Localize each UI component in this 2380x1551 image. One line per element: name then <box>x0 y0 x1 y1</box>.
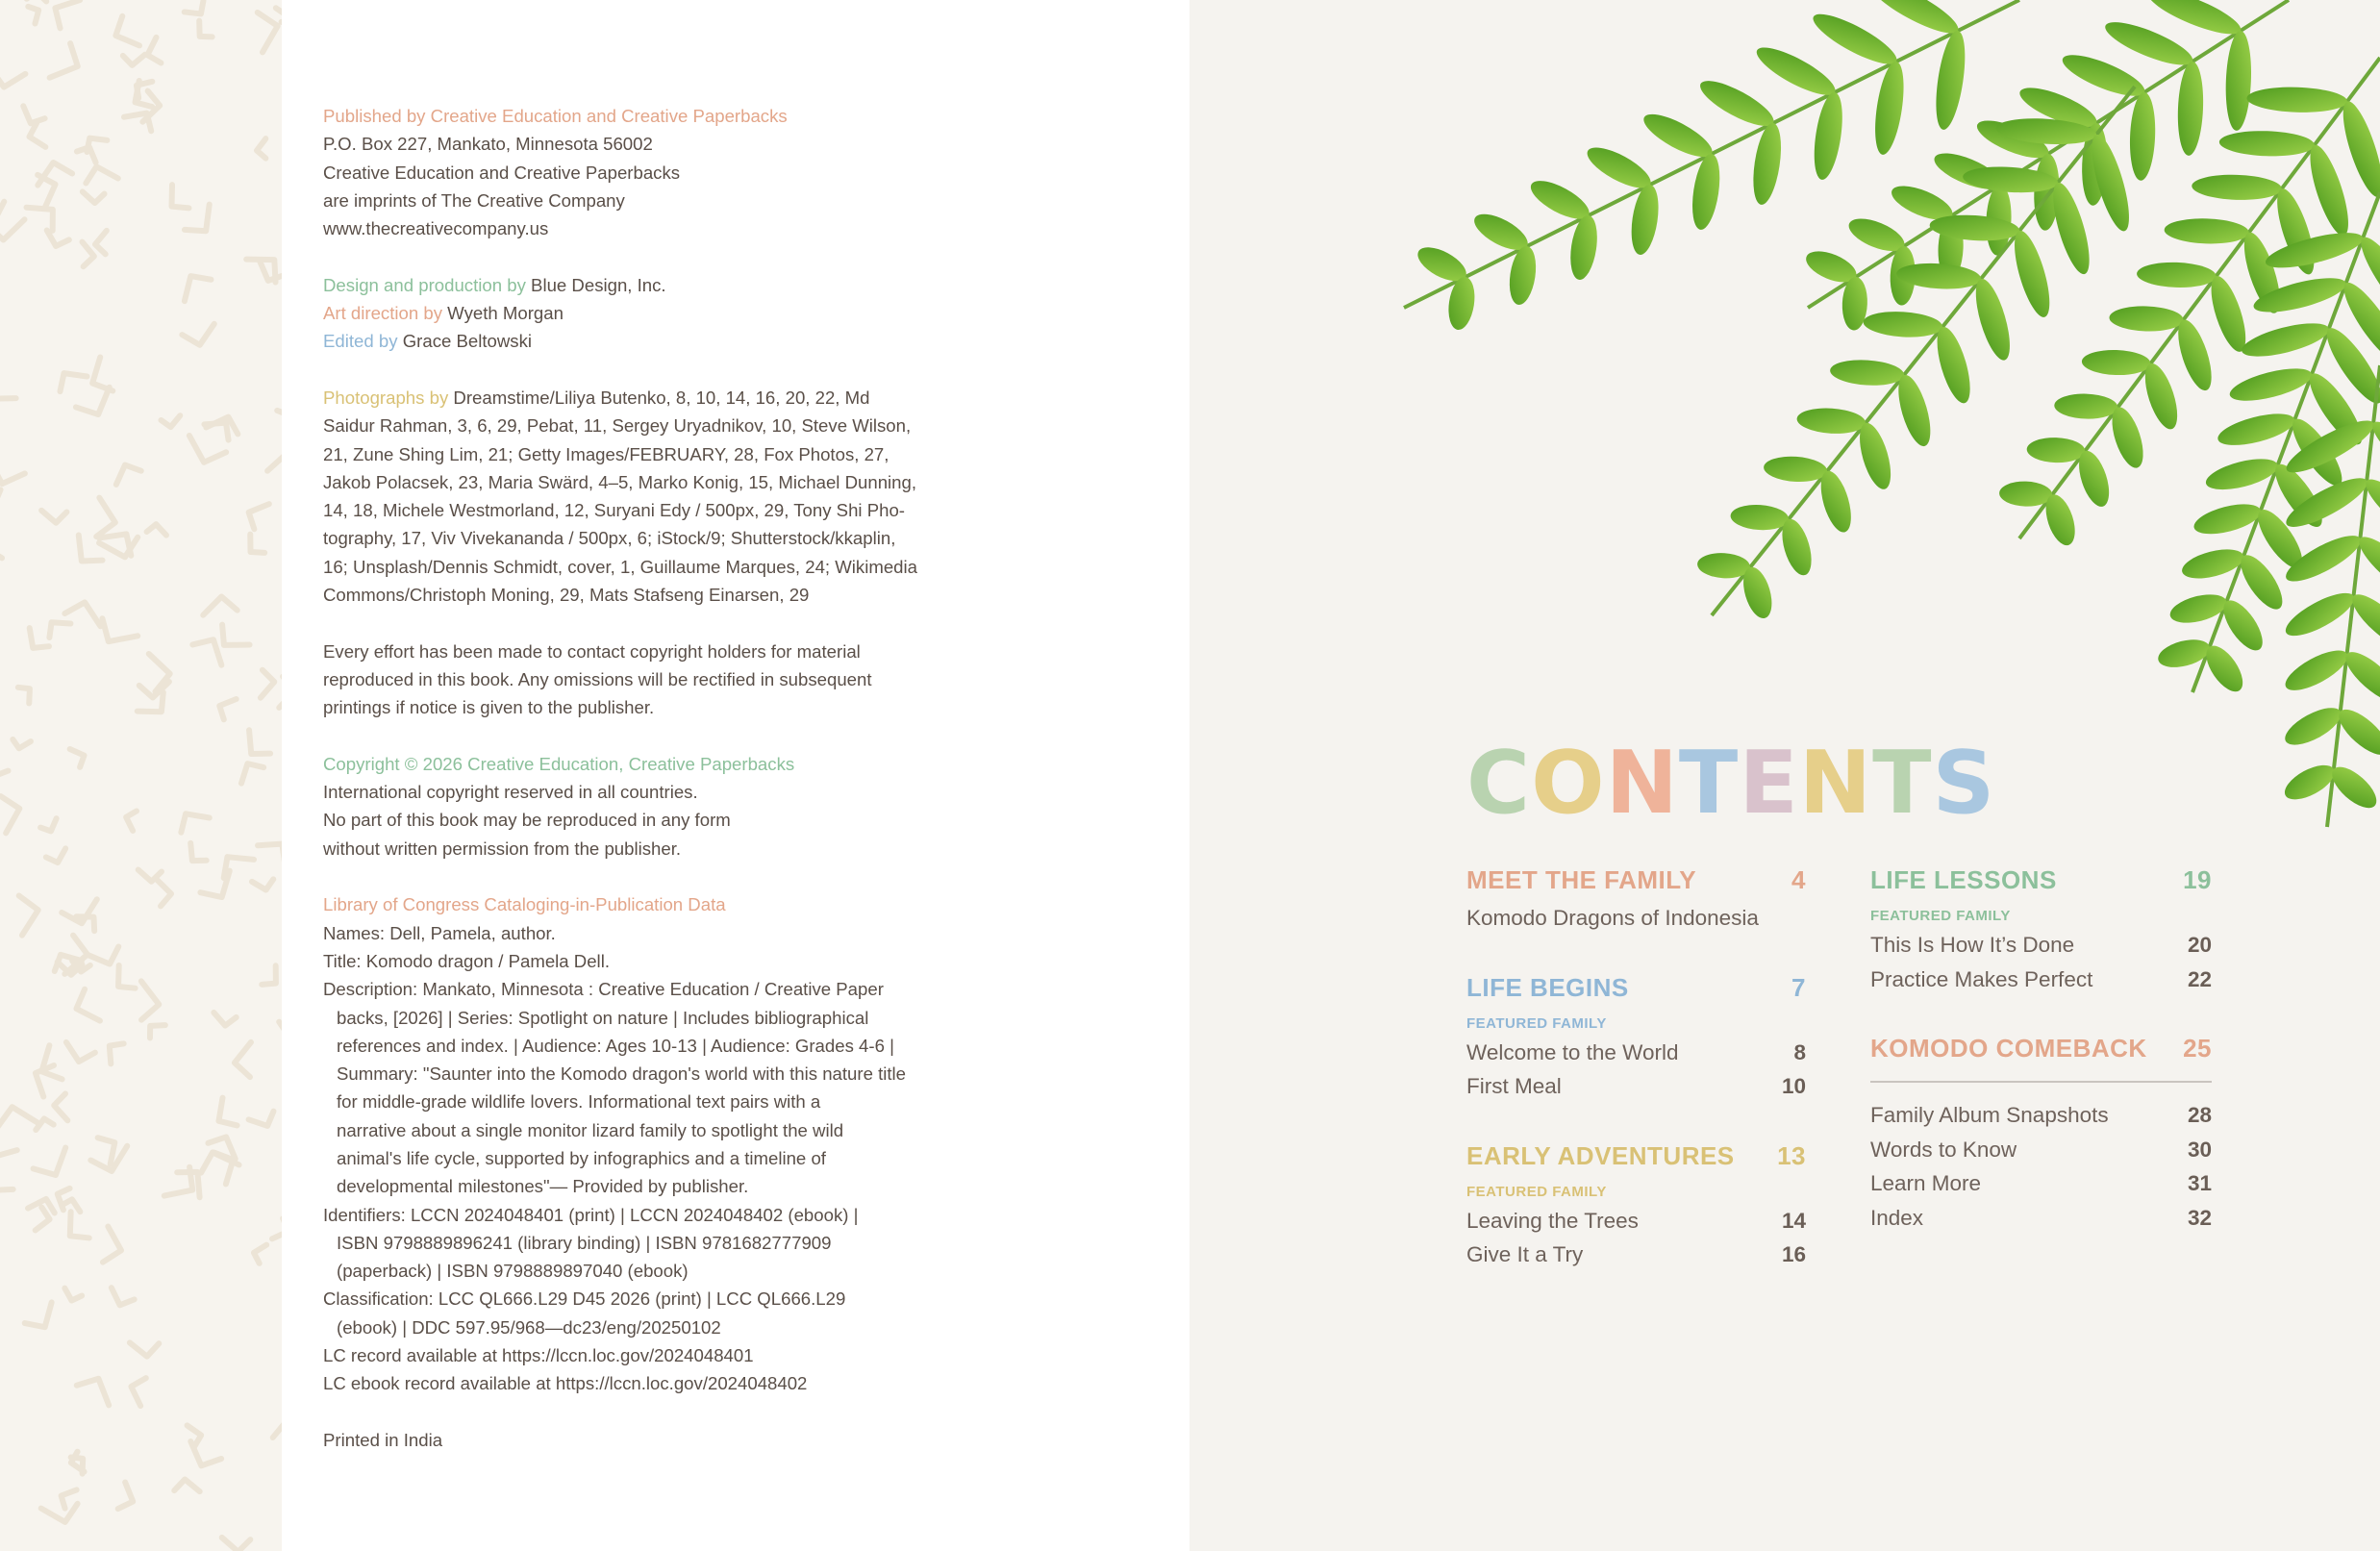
fern-leaflet <box>2192 173 2282 201</box>
fern-leaflet <box>2081 349 2150 376</box>
entry-page: 22 <box>2187 966 2212 991</box>
squiggle-mark <box>64 1288 82 1301</box>
featured-family-label: FEATURED FAMILY <box>1466 1183 1607 1200</box>
entry-label: Give It a Try <box>1466 1242 1584 1266</box>
cip-line: animal's life cycle, supported by infographics and a timeline of <box>337 1147 826 1168</box>
entry-page: 28 <box>2187 1103 2212 1127</box>
editor-credit <box>323 327 939 355</box>
entry-label: First Meal <box>1466 1074 1562 1098</box>
cip-line: (ebook) | DDC 597.95/968—dc23/eng/20250102 <box>337 1316 721 1338</box>
squiggle-mark <box>29 123 45 147</box>
fern-leaflet <box>2128 91 2157 181</box>
squiggle-mark <box>30 628 49 648</box>
squiggle-mark <box>190 843 207 861</box>
squiggle-mark <box>83 191 105 203</box>
entry-label: Leaving the Trees <box>1466 1208 1639 1233</box>
squiggle-mark <box>0 1139 17 1157</box>
entry-label: Welcome to the World <box>1466 1039 1679 1064</box>
squiggle-mark <box>112 1288 135 1305</box>
toc-entry[interactable] <box>1870 1133 2212 1167</box>
featured-family-label: FEATURED FAMILY <box>1466 1014 1607 1032</box>
fern-leaflet <box>2058 47 2149 104</box>
squiggle-mark <box>258 844 282 863</box>
photo-credit-line: Commons/Christoph Moning, 29, Mats Stafseng Einarsen, 29 <box>323 585 810 606</box>
entry-page: 31 <box>2187 1171 2212 1195</box>
squiggle-mark <box>13 739 31 748</box>
squiggle-mark <box>70 1212 89 1238</box>
squiggle-mark <box>222 625 249 645</box>
entry-page: 32 <box>2187 1205 2212 1230</box>
art-value: Wyeth Morgan <box>442 303 564 324</box>
photo-credit-line: 14, 18, Michele Westmorland, 12, Suryani Edy / 500px, 29, Tony Shi Pho- <box>323 500 905 521</box>
squiggle-mark <box>126 811 137 830</box>
squiggle-mark <box>86 166 117 183</box>
fern-leaflet <box>1969 275 2017 363</box>
squiggle-mark <box>147 38 161 63</box>
squiggle-mark <box>76 989 99 1021</box>
cip-line: Summary: "Saunter into the Komodo dragon's world with this nature title <box>337 1063 907 1085</box>
fern-leaflet <box>2164 217 2249 245</box>
photos-line: Dreamstime/Liliya Butenko, 8, 10, 14, 16, 20, 22, Md <box>448 387 870 408</box>
toc-entry[interactable] <box>1870 963 2212 997</box>
toc-section-life-lessons[interactable] <box>1870 859 2212 901</box>
cip-line: (paperback) | ISBN 9798889897040 (ebook) <box>337 1261 689 1282</box>
contents-letter: O <box>1531 733 1606 834</box>
toc-section-life-begins[interactable] <box>1466 966 1806 1009</box>
fern-leaflet <box>1796 406 1866 436</box>
fern-leaflet <box>2224 30 2253 131</box>
section-page: 7 <box>1791 972 1806 1002</box>
squiggle-mark <box>95 231 107 254</box>
cip-data-block <box>323 919 939 1398</box>
rights-line: No part of this book may be reproduced in any form <box>323 810 731 831</box>
squiggle-mark <box>172 185 189 208</box>
cip-line: LC ebook record available at https://lccn.loc.gov/2024048402 <box>323 1373 808 1394</box>
squiggle-mark <box>25 1302 52 1327</box>
copyright-text-block <box>323 102 939 1454</box>
photos-label: Photographs by <box>323 387 449 408</box>
squiggle-mark <box>147 524 166 535</box>
entry-label: This Is How It’s Done <box>1870 933 2075 957</box>
squiggle-mark <box>267 454 282 470</box>
squiggle-mark <box>258 13 278 52</box>
entry-page: 10 <box>1781 1074 1806 1098</box>
section-title: KOMODO COMEBACK <box>1870 1034 2147 1063</box>
squiggle-mark <box>199 21 212 38</box>
squiggle-mark <box>254 1245 266 1263</box>
squiggle-mark <box>219 699 236 719</box>
cip-line: references and index. | Audience: Ages 10-13 | Audience: Grades 4-6 | <box>337 1035 894 1056</box>
squiggle-mark <box>0 381 16 399</box>
fern-leaflet <box>1829 358 1905 388</box>
design-value: Blue Design, Inc. <box>525 274 666 295</box>
squiggle-mark <box>27 0 46 1</box>
section-title: LIFE BEGINS <box>1466 972 1629 1002</box>
contents-letter: C <box>1466 733 1532 834</box>
squiggle-mark <box>218 1098 237 1126</box>
contents-letter: N <box>1798 733 1873 834</box>
art-label: Art direction by <box>323 303 443 324</box>
toc-entry[interactable] <box>1870 928 2212 963</box>
rights-line: International copyright reserved in all countries. <box>323 782 698 803</box>
squiggle-mark <box>0 489 1 515</box>
squiggle-mark <box>50 43 78 78</box>
cip-line: narrative about a single monitor lizard family to spotlight the wild <box>337 1119 844 1140</box>
squiggle-mark <box>54 1093 67 1120</box>
photo-credit-line <box>323 384 939 412</box>
contents-letter: S <box>1932 733 1996 834</box>
photo-credit-line: Jakob Polacsek, 23, Maria Swärd, 4–5, Marko Konig, 15, Michael Dunning, <box>323 471 917 492</box>
squiggle-mark <box>190 1441 221 1465</box>
cip-line: Classification: LCC QL666.L29 D45 2026 (print) | LCC QL666.L29 <box>323 1288 846 1310</box>
publisher-address: P.O. Box 227, Mankato, Minnesota 56002 <box>323 134 653 155</box>
squiggle-mark <box>76 388 110 414</box>
squiggle-mark <box>0 547 2 561</box>
photo-credit-line: 16; Unsplash/Dennis Schmidt, cover, 1, Guillaume Marques, 24; Wikimedia <box>323 556 917 577</box>
edited-value: Grace Beltowski <box>397 331 533 352</box>
fern-leaflet <box>2218 130 2315 158</box>
toc-entry[interactable] <box>1466 901 1806 936</box>
squiggle-mark <box>203 596 237 614</box>
squiggle-mark <box>0 1176 13 1190</box>
toc-entry[interactable] <box>1466 1238 1806 1272</box>
rights-line: without written permission from the publisher. <box>323 838 682 859</box>
fern-leaflet <box>2176 61 2205 156</box>
squiggle-mark <box>174 1479 199 1491</box>
cip-line: Description: Mankato, Minnesota : Creative Education / Creative Paper <box>323 979 884 1000</box>
squiggle-mark <box>47 230 69 245</box>
squiggle-mark <box>41 1045 62 1079</box>
squiggle-mark <box>34 1148 66 1176</box>
squiggle-mark <box>252 879 273 889</box>
fern-leaflet <box>1751 39 1841 104</box>
toc-entry[interactable] <box>1870 1098 2212 1133</box>
squiggle-mark <box>40 818 57 831</box>
squiggle-mark <box>116 465 141 485</box>
squiggle-mark <box>213 1013 236 1026</box>
fern-leaflet <box>1931 29 1970 132</box>
squiggle-mark <box>66 1042 95 1062</box>
squiggle-mark <box>0 1107 38 1126</box>
cip-line: for middle-grade wildlife lovers. Informational text pairs with a <box>337 1091 821 1113</box>
squiggle-mark <box>141 981 159 1019</box>
toc-entry[interactable] <box>1870 1166 2212 1201</box>
toc-section-komodo-comeback[interactable] <box>1870 1027 2212 1069</box>
entry-page: 14 <box>1781 1208 1806 1233</box>
contents-letter: E <box>1739 733 1799 834</box>
squiggle-mark <box>18 688 30 704</box>
squiggle-mark <box>250 535 264 553</box>
squiggle-mark <box>49 622 70 638</box>
section-title: MEET THE FAMILY <box>1466 865 1697 894</box>
fern-leaflet <box>2008 227 2057 320</box>
effort-line: printings if notice is given to the publisher. <box>323 697 655 718</box>
cip-line: Names: Dell, Pamela, author. <box>323 922 556 943</box>
squiggle-mark <box>262 965 276 985</box>
squiggle-pattern <box>0 0 282 1551</box>
squiggle-mark <box>249 1112 274 1126</box>
design-label: Design and production by <box>323 274 526 295</box>
section-page: 13 <box>1777 1140 1806 1170</box>
cip-line: developmental milestones"— Provided by publisher. <box>337 1176 749 1197</box>
squiggle-mark <box>19 896 38 936</box>
squiggle-mark <box>41 1504 78 1522</box>
fern-leaflet <box>1863 310 1943 339</box>
squiggle-mark <box>235 1042 251 1077</box>
fern-leaflet <box>1808 6 1902 72</box>
entry-label: Index <box>1870 1205 1924 1230</box>
entry-label: Learn More <box>1870 1171 1982 1195</box>
entry-label: Family Album Snapshots <box>1870 1103 2109 1127</box>
decorative-pattern-strip <box>0 0 282 1551</box>
fern-leaflet <box>2336 97 2380 200</box>
squiggle-mark <box>118 965 136 988</box>
edited-label: Edited by <box>323 331 398 352</box>
toc-entry[interactable] <box>1466 1204 1806 1238</box>
fern-leaflet <box>1870 60 1909 157</box>
entry-page: 8 <box>1793 1039 1806 1064</box>
divider <box>1870 1081 2212 1083</box>
design-credit <box>323 271 939 299</box>
squiggle-mark <box>60 373 87 391</box>
squiggle-mark <box>103 1227 121 1263</box>
squiggle-mark <box>130 1342 159 1356</box>
entry-label: Practice Makes Perfect <box>1870 966 2093 991</box>
squiggle-mark <box>41 511 66 523</box>
squiggle-mark <box>181 813 209 832</box>
squiggle-mark <box>182 324 213 345</box>
squiggle-mark <box>204 423 228 440</box>
section-title: EARLY ADVENTURES <box>1466 1140 1735 1170</box>
fern-leaflet <box>2137 262 2217 289</box>
squiggle-mark <box>23 106 44 123</box>
section-page: 19 <box>2183 865 2212 894</box>
toc-section-early-adventures[interactable] <box>1466 1135 1806 1177</box>
squiggle-mark <box>77 147 96 163</box>
photo-credit-line: 21, Zune Shing Lim, 21; Getty Images/FEBRUARY, 28, Fox Photos, 27, <box>323 443 889 464</box>
cip-line: ISBN 9798889896241 (library binding) | ISBN 9781682777909 <box>337 1232 832 1253</box>
squiggle-mark <box>88 946 119 963</box>
squiggle-mark <box>161 415 180 427</box>
toc-section-meet-the-family[interactable] <box>1466 859 1806 901</box>
squiggle-mark <box>185 1 204 14</box>
fern-leaflet <box>2246 86 2347 113</box>
squiggle-mark <box>27 208 53 231</box>
squiggle-mark <box>28 7 38 24</box>
publisher-label: Published by Creative Education and Creative Paperbacks <box>323 106 788 126</box>
squiggle-mark <box>0 219 25 239</box>
squiggle-mark <box>157 880 171 907</box>
squiggle-mark <box>260 261 282 281</box>
squiggle-mark <box>1 796 20 833</box>
squiggle-mark <box>249 730 270 754</box>
squiggle-mark <box>189 436 226 463</box>
copyright-label: Copyright © 2026 Creative Education, Creative Paperbacks <box>323 753 795 774</box>
cip-line: Title: Komodo dragon / Pamela Dell. <box>323 950 610 971</box>
fern-leaflet <box>1639 107 1718 165</box>
squiggle-mark <box>0 466 25 484</box>
effort-line: Every effort has been made to contact copyright holders for material <box>323 640 861 662</box>
printed-in: Printed in India <box>323 1429 443 1450</box>
art-credit <box>323 299 939 327</box>
toc-column-left <box>1466 859 1806 1272</box>
squiggle-mark <box>83 242 94 267</box>
cip-line: Identifiers: LCCN 2024048401 (print) | LCCN 2024048402 (ebook) | <box>323 1204 859 1225</box>
fern-leaflet <box>2101 14 2197 73</box>
squiggle-mark <box>118 1483 133 1510</box>
entry-label: Komodo Dragons of Indonesia <box>1466 906 1759 930</box>
squiggle-mark <box>0 771 8 797</box>
photo-credit-line: tography, 17, Viv Vivekananda / 500px, 6; iStock/9; Shutterstock/kkaplin, <box>323 528 896 549</box>
squiggle-mark <box>222 1538 251 1551</box>
squiggle-mark <box>70 749 85 767</box>
squiggle-mark <box>77 1379 109 1406</box>
toc-entry[interactable] <box>1466 1036 1806 1070</box>
squiggle-mark <box>261 670 274 698</box>
cip-line: backs, [2026] | Series: Spotlight on nature | Includes bibliographical <box>337 1007 869 1028</box>
fern-leaflet <box>2109 305 2184 332</box>
squiggle-mark <box>131 1378 145 1406</box>
squiggle-mark <box>110 1043 124 1063</box>
entry-page: 16 <box>1781 1242 1806 1266</box>
squiggle-mark <box>0 202 4 222</box>
toc-entry[interactable] <box>1466 1069 1806 1104</box>
squiggle-mark <box>115 16 139 46</box>
section-title: LIFE LESSONS <box>1870 865 2057 894</box>
squiggle-mark <box>257 138 265 158</box>
squiggle-mark <box>46 848 65 863</box>
fern-leaflet <box>2054 392 2118 419</box>
effort-line: reproduced in this book. Any omissions will be rectified in subsequent <box>323 668 872 689</box>
squiggle-mark <box>192 639 221 664</box>
cip-line: LC record available at https://lccn.loc.gov/2024048401 <box>323 1345 754 1366</box>
squiggle-mark <box>273 1417 282 1438</box>
squiggle-mark <box>98 1138 115 1164</box>
imprints-line-1: Creative Education and Creative Paperbacks <box>323 162 681 183</box>
toc-column-right <box>1870 859 2212 1235</box>
fern-leaflet <box>1694 73 1779 135</box>
toc-entry[interactable] <box>1870 1201 2212 1236</box>
contents-letter: N <box>1605 733 1679 834</box>
featured-family-label: FEATURED FAMILY <box>1870 908 2011 924</box>
squiggle-mark <box>249 504 269 529</box>
squiggle-mark <box>241 763 263 784</box>
squiggle-mark <box>123 55 145 65</box>
squiggle-mark <box>150 1025 165 1038</box>
squiggle-mark <box>96 498 115 537</box>
photo-credit-line: Saidur Rahman, 3, 6, 29, Pebat, 11, Sergey Uryadnikov, 10, Steve Wilson, <box>323 415 912 437</box>
cip-label: Library of Congress Cataloging-in-Publication Data <box>323 894 726 915</box>
squiggle-mark <box>272 1218 282 1238</box>
squiggle-mark <box>124 113 151 132</box>
contents-letter: T <box>1678 733 1740 834</box>
squiggle-mark <box>0 71 25 88</box>
squiggle-mark <box>102 618 138 641</box>
entry-label: Words to Know <box>1870 1137 2017 1162</box>
publisher-website: www.thecreativecompany.us <box>323 218 549 239</box>
squiggle-mark <box>185 276 212 301</box>
section-page: 25 <box>2183 1034 2212 1063</box>
imprints-line-2: are imprints of The Creative Company <box>323 189 625 211</box>
contents-letter: T <box>1872 733 1933 834</box>
squiggle-mark <box>55 0 80 28</box>
section-page: 4 <box>1791 865 1806 894</box>
squiggle-mark <box>36 1208 50 1231</box>
entry-page: 20 <box>2187 933 2212 957</box>
contents-heading <box>1466 733 1996 834</box>
entry-page: 30 <box>2187 1137 2212 1162</box>
fern-leaflet <box>2302 141 2356 239</box>
